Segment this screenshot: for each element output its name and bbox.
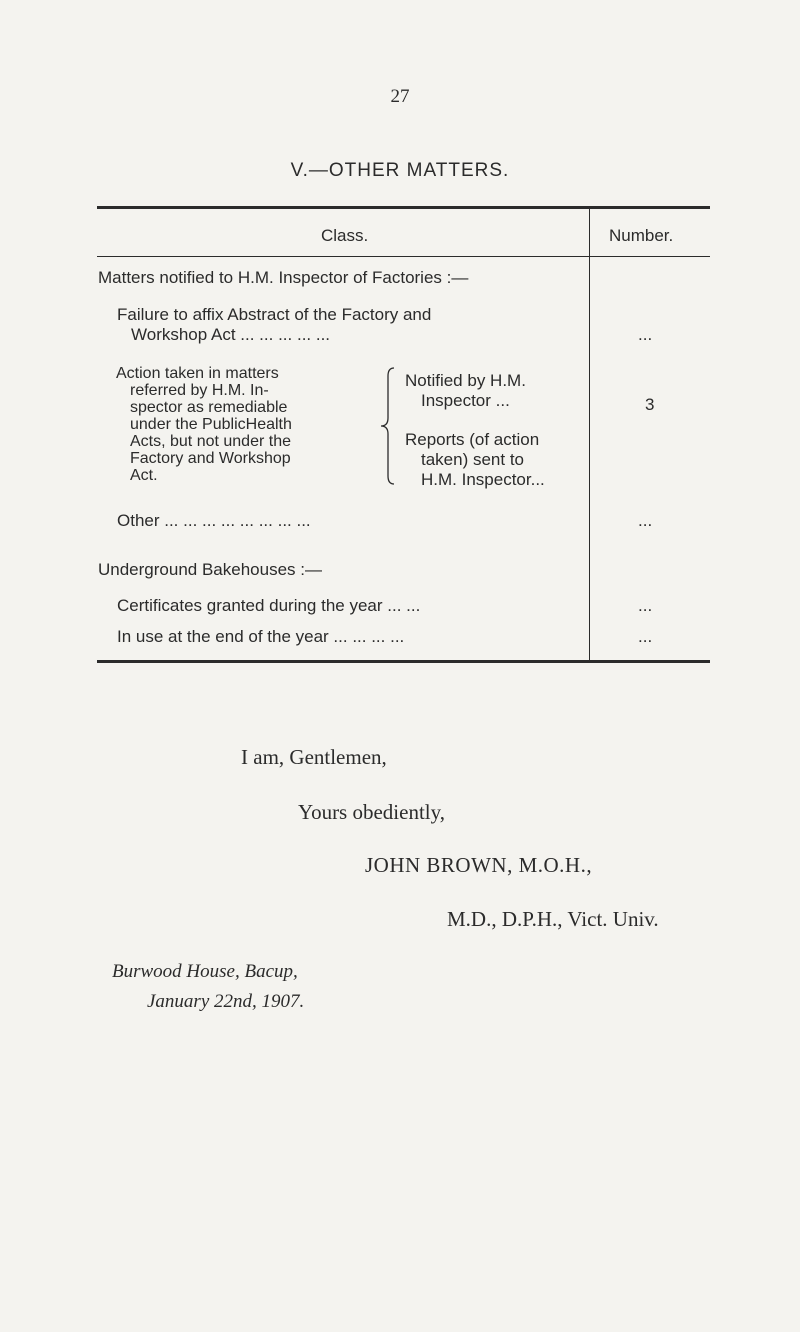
column-divider [589,208,590,663]
closing: Yours obediently, [298,800,446,824]
salutation: I am, Gentlemen, [241,745,387,769]
failure-line-1: Failure to affix Abstract of the Factory and [117,305,432,324]
bakehouses-heading: Underground Bakehouses :— [98,560,322,579]
action-line: Acts, but not under the [130,433,291,450]
table-top-rule [97,206,710,209]
curly-brace-icon [378,366,398,486]
other-row-value: ... [638,511,653,530]
header-bottom-rule [97,256,710,257]
address: Burwood House, Bacup, [112,961,298,982]
notified-line-1: Notified by H.M. [405,371,526,390]
table-bottom-rule [97,660,710,663]
column-header-number: Number. [609,226,674,245]
reports-line-3: H.M. Inspector... [421,470,545,489]
action-description [116,365,292,484]
action-line: Factory and Workshop [130,450,291,467]
action-line: under the PublicHealth [130,416,292,433]
page-number: 27 [390,86,410,107]
reports-line-1: Reports (of action [405,430,540,449]
failure-line-2: Workshop Act ... ... ... ... ... [131,325,331,344]
letter-date: January 22nd, 1907. [147,991,305,1012]
action-line: Action taken in matters [116,365,279,382]
matters-heading: Matters notified to H.M. Inspector of Factories :— [98,268,469,287]
notified-value: 3 [645,395,655,414]
other-row-label: Other ... ... ... ... ... ... ... ... [117,511,311,530]
action-line: referred by H.M. In- [130,382,269,399]
signatory-qualifications: M.D., D.P.H., Vict. Univ. [447,907,659,931]
signatory-name: JOHN BROWN, M.O.H., [365,853,593,877]
section-title: V.—OTHER MATTERS. [290,160,510,181]
reports-line-2: taken) sent to [421,450,525,469]
certificates-row-value: ... [638,596,653,615]
action-line: spector as remediable [130,399,288,416]
certificates-row-label: Certificates granted during the year ... ... [117,596,421,615]
action-line: Act. [130,467,158,484]
in-use-row-value: ... [638,627,653,646]
notified-line-2: Inspector ... [421,391,510,410]
column-header-class: Class. [321,226,369,245]
failure-value: ... [638,325,653,344]
in-use-row-label: In use at the end of the year ... ... ... ... [117,627,405,646]
